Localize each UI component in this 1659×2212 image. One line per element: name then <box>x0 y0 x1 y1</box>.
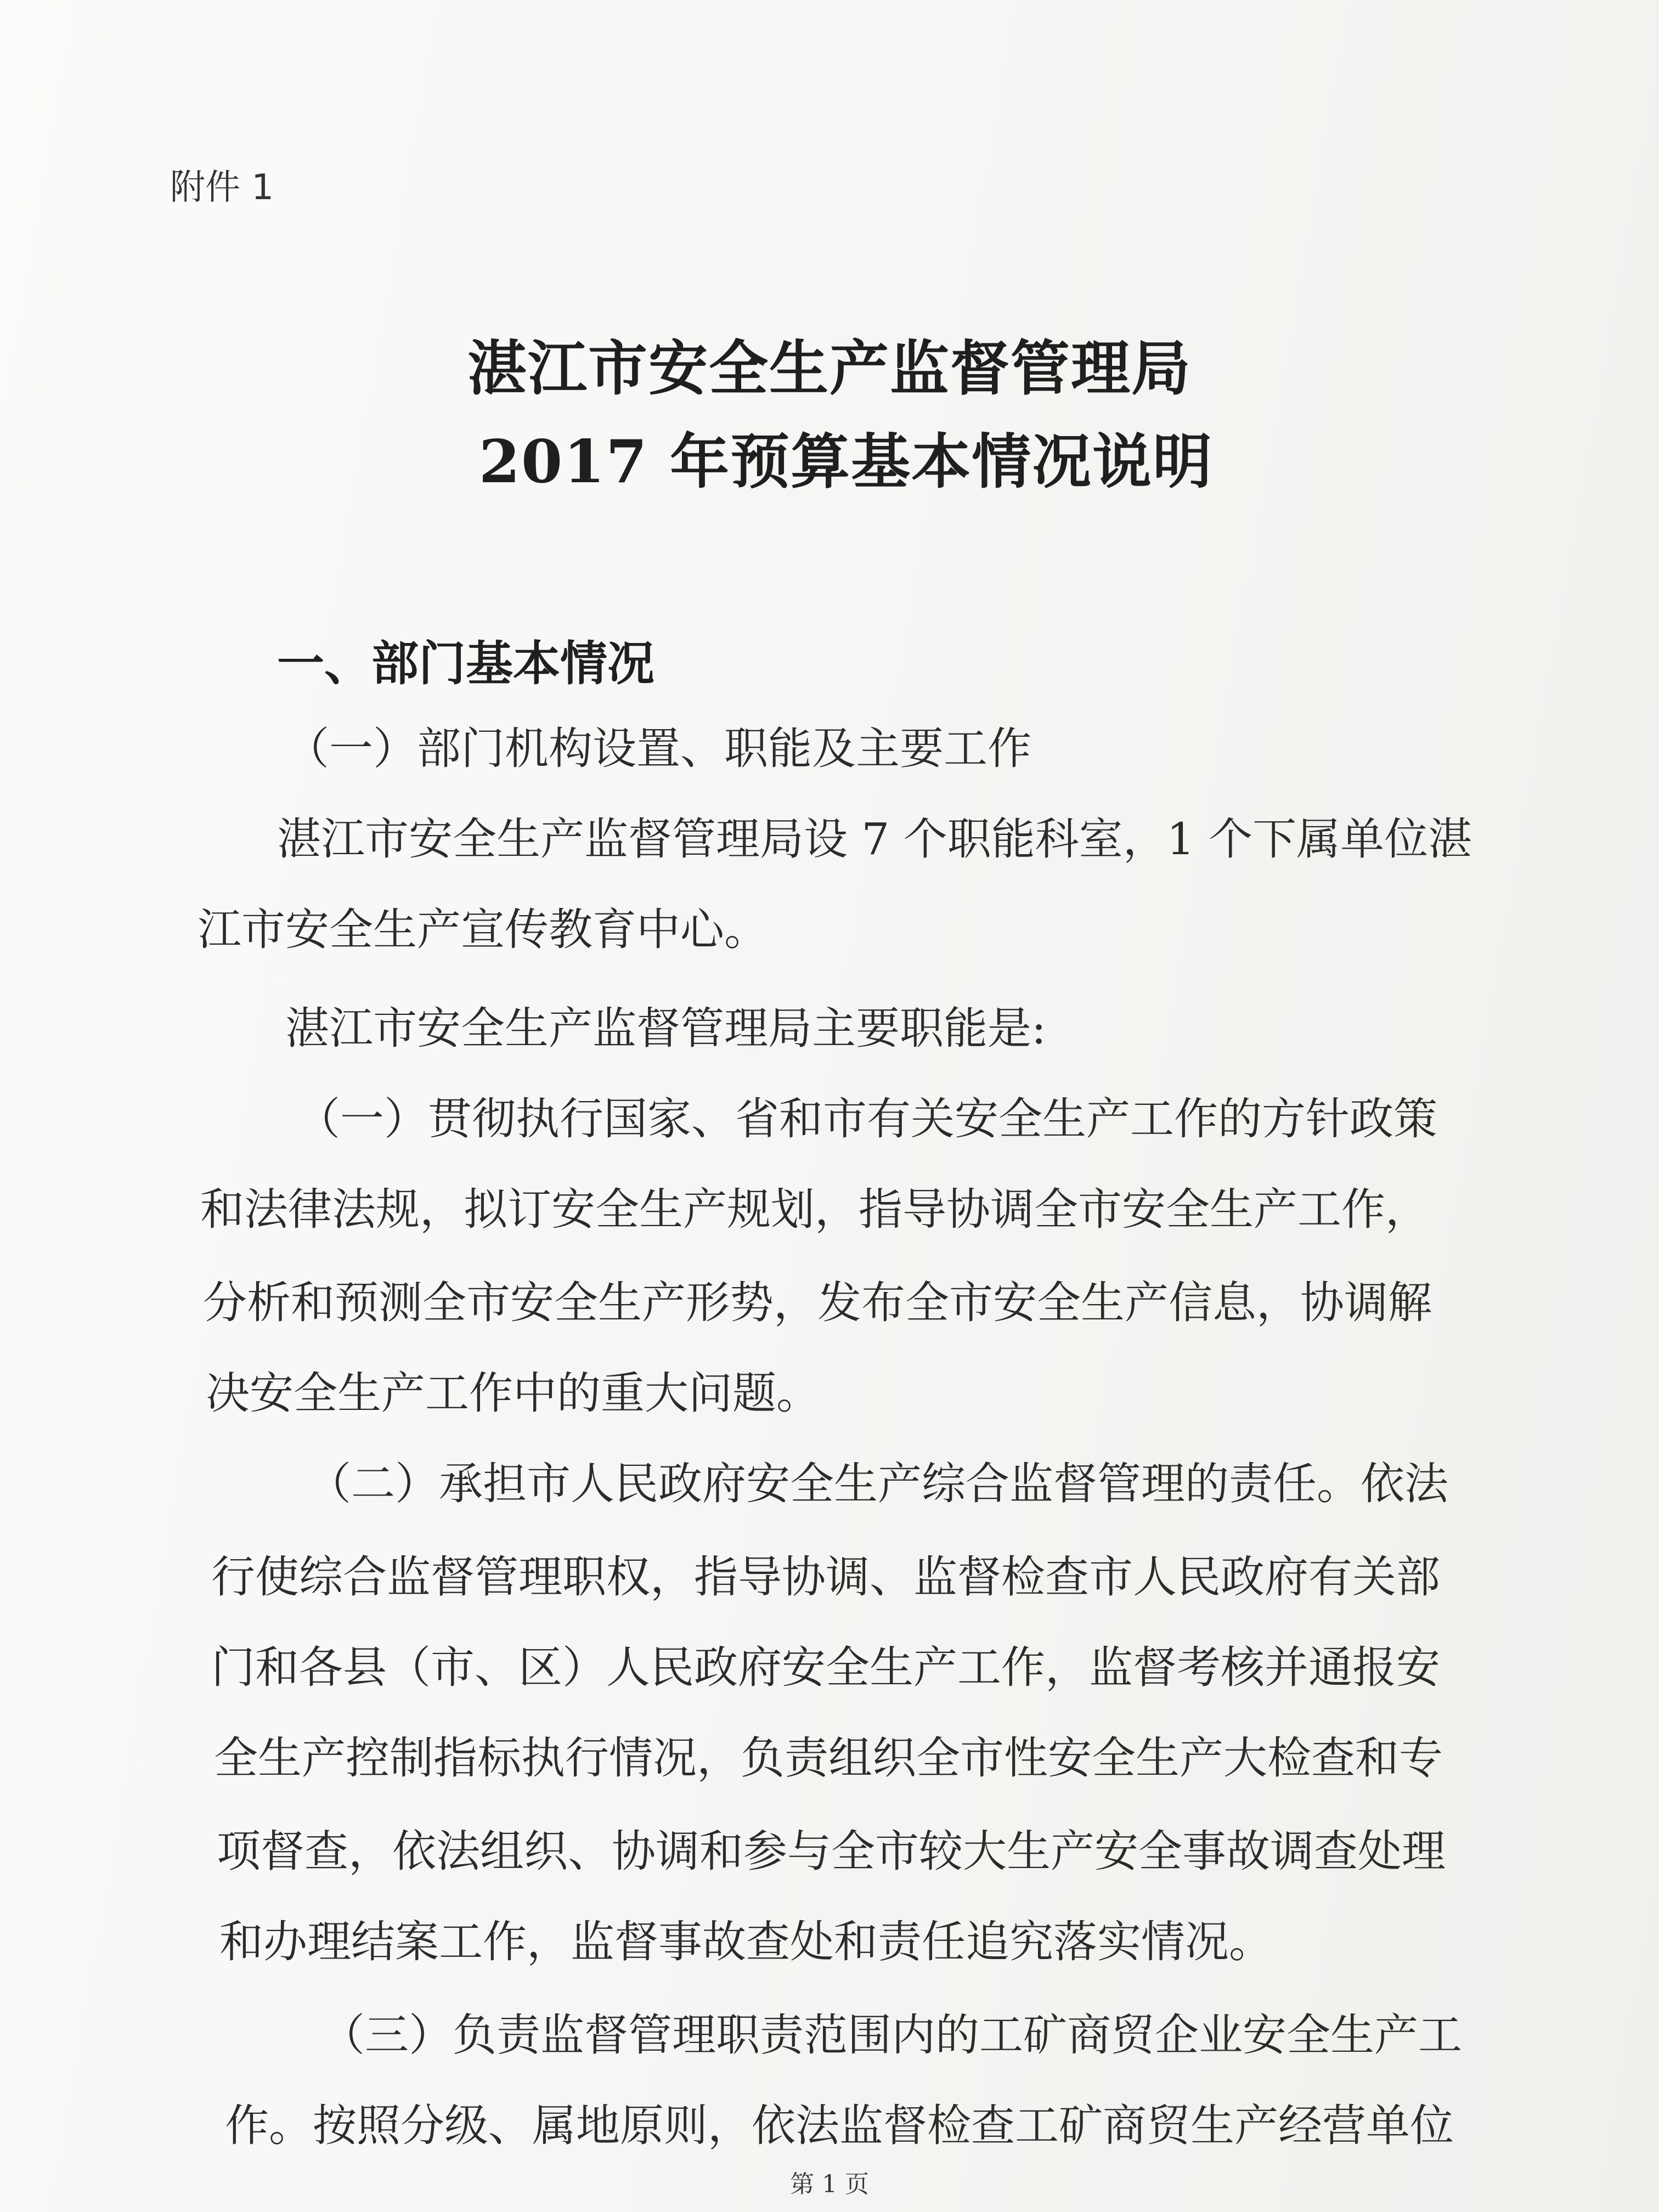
body-line: 和法律法规，拟订安全生产规划，指导协调全市安全生产工作， <box>200 1184 1429 1235</box>
document-title-line-1: 湛江市安全生产监督管理局 <box>467 334 1192 403</box>
attachment-label: 附件 1 <box>170 167 274 208</box>
document-title-line-2: 2017 年预算基本情况说明 <box>478 427 1214 496</box>
section-heading: 一、部门基本情况 <box>277 636 654 691</box>
body-line: 作。按照分级、属地原则，依法监督检查工矿商贸生产经营单位 <box>225 2100 1454 2151</box>
body-line: 湛江市安全生产监督管理局主要职能是: <box>285 1003 1046 1054</box>
page-number: 第 1 页 <box>790 2170 869 2198</box>
body-line: 湛江市安全生产监督管理局设 7 个职能科室，1 个下属单位湛 <box>277 814 1472 865</box>
body-line: 行使综合监督管理职权，指导协调、监督检查市人民政府有关部 <box>211 1551 1440 1602</box>
body-line: （二）承担市人民政府安全生产综合监督管理的责任。依法 <box>307 1458 1448 1509</box>
body-line: 分析和预测全市安全生产形势，发布全市安全生产信息，协调解 <box>203 1277 1432 1328</box>
body-line: 决安全生产工作中的重大问题。 <box>206 1368 820 1419</box>
body-line: 和办理结案工作，监督事故查处和责任追究落实情况。 <box>219 1916 1273 1967</box>
body-line: 项督查，依法组织、协调和参与全市较大生产安全事故调查处理 <box>217 1826 1446 1877</box>
body-line: （三）负责监督管理职责范围内的工矿商贸企业安全生产工 <box>321 2010 1462 2061</box>
body-line: 全生产控制指标执行情况，负责组织全市性安全生产大检查和专 <box>214 1733 1443 1784</box>
body-line: 门和各县（市、区）人民政府安全生产工作，监督考核并通报安 <box>211 1642 1440 1693</box>
subsection-heading: （一）部门机构设置、职能及主要工作 <box>285 723 1031 774</box>
body-line: （一）贯彻执行国家、省和市有关安全生产工作的方针政策 <box>296 1093 1437 1144</box>
body-line: 江市安全生产宣传教育中心。 <box>198 904 768 955</box>
